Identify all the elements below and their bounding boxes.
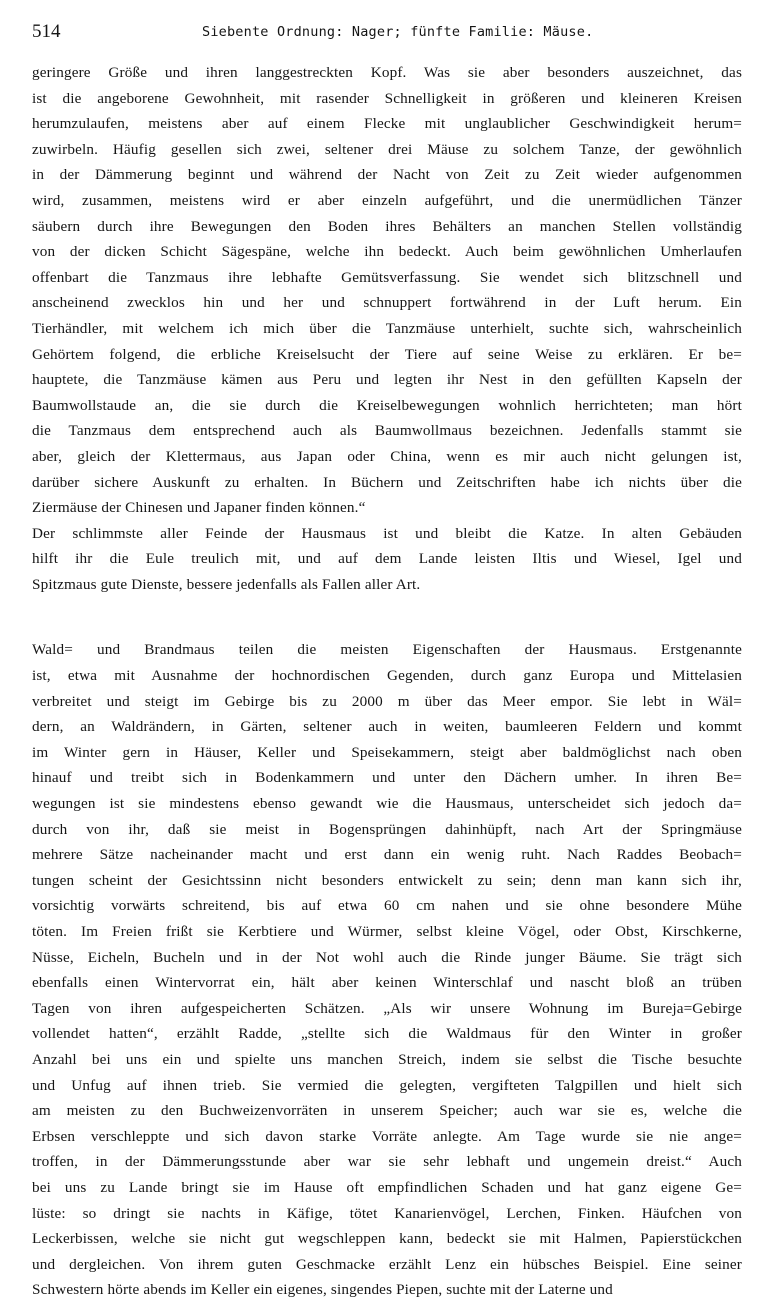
text-line: aber, gleich der Klettermaus, aus Japan oder China, wenn es mir auch nicht gelungen ist, [32,447,742,465]
text-line: und Unfug auf ihnen trieb. Sie vermied die gelegten, vergifteten Talgpillen und hielt sich [32,1076,742,1094]
text-line: offenbart die Tanzmaus ihre lebhafte Gemütsverfassung. Sie wendet sich blitzschnell und [32,268,742,286]
page-number: 514 [32,21,61,42]
running-head: Siebente Ordnung: Nager; fünfte Familie: Mäuse. [202,24,594,40]
text-line: ist, etwa mit Ausnahme der hochnordischen Gegenden, durch ganz Europa und Mittelasien [32,667,742,685]
text-line: durch von ihr, daß sie meist in Bogensprüngen dahinhüpft, nach Art der Springmäuse [32,820,742,838]
text-line: wegungen ist sie mindestens ebenso gewandt wie die Hausmaus, unterscheidet sich jedoch da= [32,795,742,813]
text-line: in der Dämmerung beginnt und während der Nacht von Zeit zu Zeit wieder aufgenommen [32,166,742,184]
page-header [32,19,735,45]
text-line: Leckerbissen, welche sie nicht gut wegschleppen kann, bedeckt sie mit Halmen, Papierstückchen [32,1230,742,1248]
text-line: zuwirbeln. Häufig gesellen sich zwei, seltener drei Mäuse zu solchem Tanze, der gewöhnlich [32,140,742,158]
text-line: vorsichtig vorwärts schreitend, bis auf etwa 60 cm nahen und sie ohne besondere Mühe [32,897,742,915]
text-line: Schwestern hörte abends im Keller ein eigenes, singendes Piepen, suchte mit der Laterne und [32,1281,613,1299]
text-line: und dergleichen. Von ihrem guten Geschmacke erzählt Lenz ein hübsches Beispiel. Eine seiner [32,1255,742,1273]
text-line: ist die angeborene Gewohnheit, mit rasender Schnelligkeit in größeren und kleineren Kreisen [32,89,742,107]
text-line: darüber sichere Auskunft zu erhalten. In Büchern und Zeitschriften habe ich nichts über die [32,473,742,491]
text-line: Wald= und Brandmaus teilen die meisten Eigenschaften der Hausmaus. Erstgenannte [32,641,742,659]
text-line: bei uns zu Lande bringt sie im Hause oft empfindlichen Schaden und hat ganz eigene Ge= [32,1178,742,1196]
text-line: Erbsen verschleppte und sich davon starke Vorräte anlegte. Am Tage wurde sie nie ange= [32,1127,742,1145]
text-line: hauptete, die Tanzmäuse kämen aus Peru und legten ihr Nest in den gefüllten Kapseln der [32,371,742,389]
paragraph-waldmaus [32,637,742,1302]
text-line: Ziermäuse der Chinesen und Japaner finden können.“ [32,499,366,517]
text-line: anscheinend zwecklos hin und her und schnuppert fortwährend in der Luft herum. Ein [32,294,742,312]
text-line: Der schlimmste aller Feinde der Hausmaus ist und bleibt die Katze. In alten Gebäuden [32,524,742,542]
text-line: vollendet hatten“, erzählt Radde, „stellte sich die Waldmaus für den Winter in großer [32,1025,742,1043]
text-line: herumzulaufen, meistens aber auf einem Flecke mit unglaublicher Geschwindigkeit herum= [32,115,742,133]
text-line: lüste: so dringt sie nachts in Käfige, tötet Kanarienvögel, Lerchen, Finken. Häufchen von [32,1204,742,1222]
body-text [32,60,742,1303]
text-line: hinauf und treibt sich in Bodenkammern und unter den Dächern umher. In ihren Be= [32,769,742,787]
text-line: von der dicken Schicht Sägespäne, welche ihn bedeckt. Auch beim gewöhnlichen Umherlaufen [32,243,742,261]
text-line: troffen, in der Dämmerungsstunde aber war sie sehr lebhaft und ungemein dreist.“ Auch [32,1153,742,1171]
paragraph-feinde [32,521,742,598]
text-line: Tierhändler, mit welchem ich mich über die Tanzmäuse unterhielt, suchte sich, wahrscheinlich [32,319,742,337]
text-line: verbreitet und steigt im Gebirge bis zu 2000 m über das Meer empor. Sie lebt in Wäl= [32,692,742,710]
paragraph-tanzmaus [32,60,742,521]
text-line: mehrere Sätze nacheinander macht und erst dann ein wenig ruht. Nach Raddes Beobach= [32,846,742,864]
text-line: Tagen von ihren aufgespeicherten Schätzen. „Als wir unsere Wohnung im Bureja=Gebirge [32,999,742,1017]
text-line: die Tanzmaus dem entsprechend auch als Baumwollmaus bezeichnen. Jedenfalls stammt sie [32,422,742,440]
text-line: wird, zusammen, meistens wird er aber einzeln aufgeführt, und die unermüdlichen Tänzer [32,191,742,209]
text-line: Anzahl bei uns ein und spielte uns manchen Streich, indem sie selbst die Tische besuchte [32,1050,742,1068]
text-line: Baumwollstaude an, die sie durch die Kreiselbewegungen wohnlich herrichteten; man hört [32,396,742,414]
text-line: tungen scheint der Gesichtssinn nicht besonders entwickelt zu sein; denn man kann sich ihr, [32,871,742,889]
text-line: Spitzmaus gute Dienste, bessere jedenfalls als Fallen aller Art. [32,575,421,593]
section-gap [32,597,742,637]
text-line: am meisten zu den Buchweizenvorräten in unserem Speicher; auch war sie es, welche die [32,1102,742,1120]
text-line: töten. Im Freien frißt sie Kerbtiere und Würmer, selbst kleine Vögel, oder Obst, Kirschkerne, [32,923,742,940]
text-line: Gehörtem folgend, die erbliche Kreiselsucht der Tiere auf seine Weise zu erklären. Er be= [32,345,742,363]
text-line: ebenfalls einen Wintervorrat ein, hält aber keinen Winterschlaf und nascht bloß an trüben [32,974,742,992]
text-line: im Winter gern in Häuser, Keller und Speisekammern, steigt aber baldmöglichst nach oben [32,743,742,761]
text-line: hilft ihr die Eule treulich mit, und auf dem Lande leisten Iltis und Wiesel, Igel und [32,550,742,568]
text-line: dern, an Waldrändern, in Gärten, seltener auch in weiten, baumleeren Feldern und kommt [32,718,742,736]
text-line: Nüsse, Eicheln, Bucheln und in der Not wohl auch die Rinde junger Bäume. Sie trägt sich [32,948,742,966]
text-line: säubern durch ihre Bewegungen den Boden ihres Behälters an manchen Stellen vollständig [32,217,742,235]
text-line: geringere Größe und ihren langgestreckten Kopf. Was sie aber besonders auszeichnet, das [32,64,742,81]
